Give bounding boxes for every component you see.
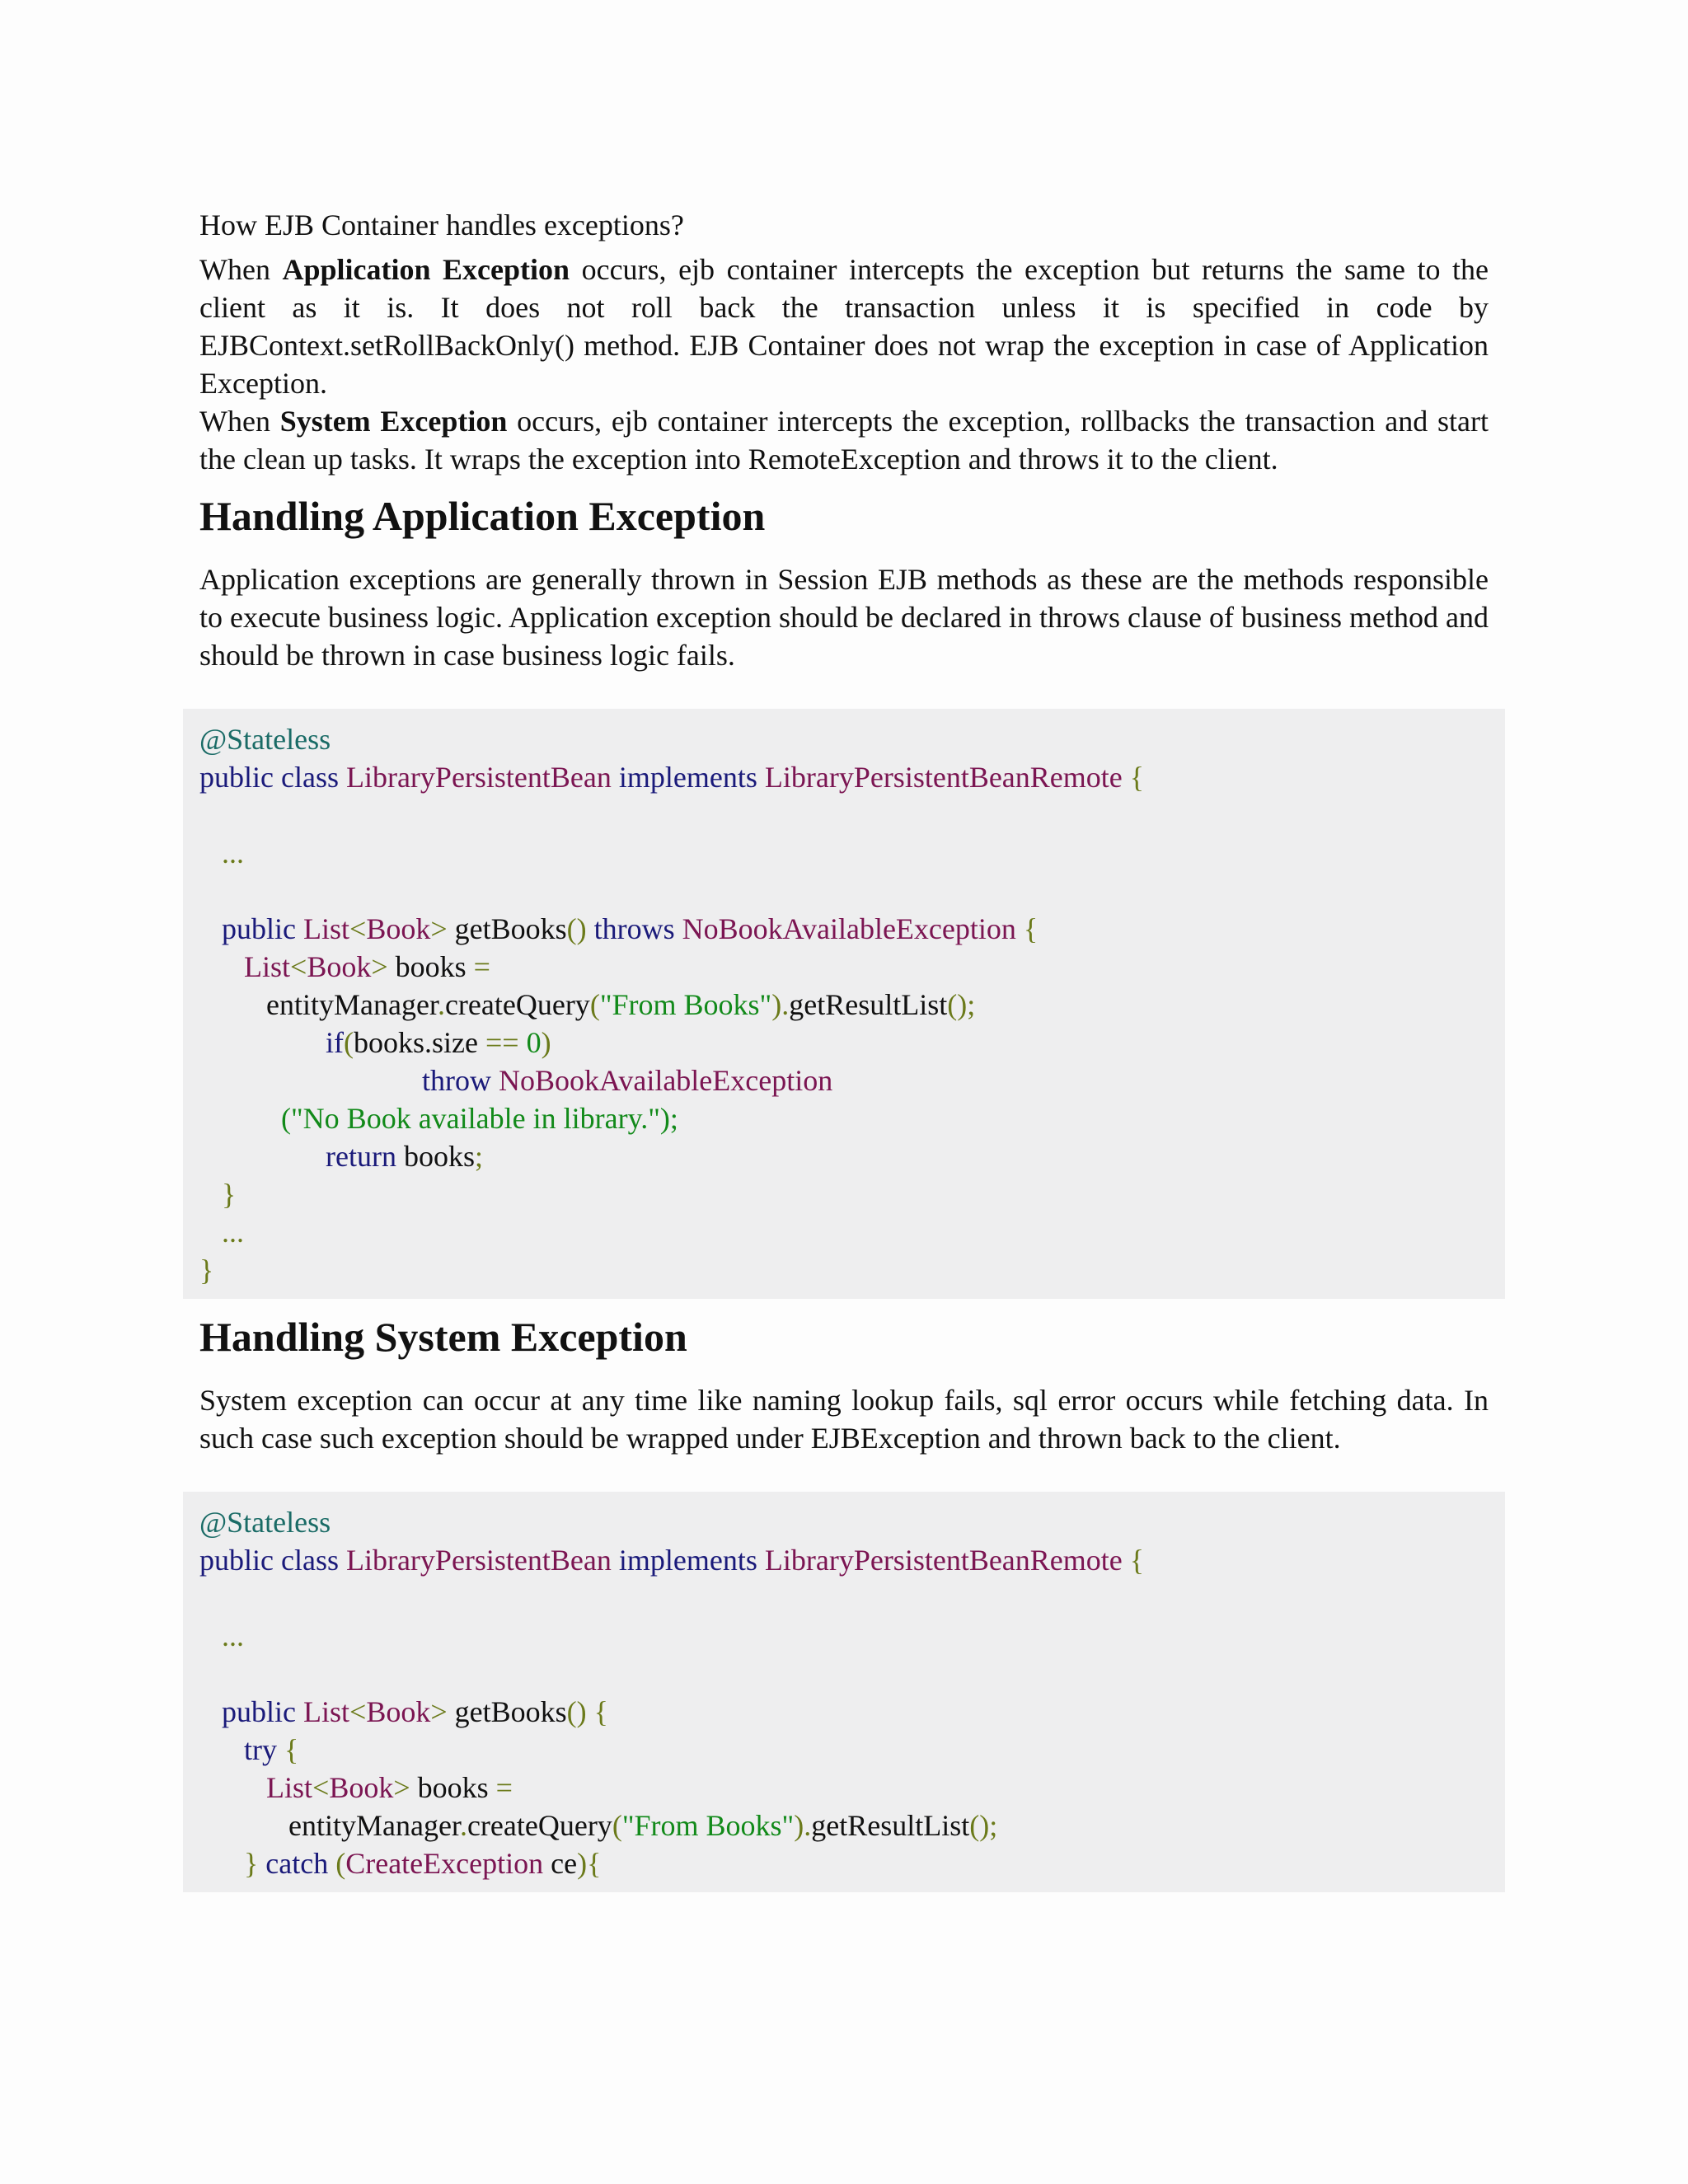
code-token: . <box>804 1809 812 1842</box>
code-token: public <box>222 912 296 945</box>
code-token: { <box>593 1695 608 1728</box>
code-token: List <box>244 950 291 983</box>
code-line <box>199 1213 1489 1251</box>
code-token: throws <box>593 912 675 945</box>
code-token: Book <box>329 1771 394 1804</box>
code-token: books <box>417 1771 489 1804</box>
code-line <box>199 720 1489 758</box>
code-token: getBooks <box>454 912 567 945</box>
code-token: . <box>781 988 790 1021</box>
code-token: "From Books" <box>621 1809 795 1842</box>
bold-term: System Exception <box>279 405 508 438</box>
code-token: createQuery <box>467 1809 612 1842</box>
system-exception-paragraph <box>199 402 1489 478</box>
code-token: LibraryPersistentBean <box>345 761 612 794</box>
text-span: When <box>199 253 283 286</box>
code-token: ) <box>771 988 782 1021</box>
intro-question: How EJB Container handles exceptions? <box>199 209 684 241</box>
code-token: ... <box>222 837 244 869</box>
code-token: ce <box>551 1847 578 1880</box>
code-token: > <box>430 1695 448 1728</box>
code-line <box>199 796 1489 834</box>
code-token: if <box>326 1026 344 1059</box>
code-token: books <box>403 1140 475 1173</box>
code-line <box>199 1617 1489 1655</box>
code-token: = <box>495 1771 513 1804</box>
code-token: < <box>290 950 307 983</box>
code-token: } <box>222 1178 237 1211</box>
code-token: () <box>566 1695 587 1728</box>
code-token: createQuery <box>444 988 590 1021</box>
code-token: ) <box>541 1026 551 1059</box>
code-line <box>199 1579 1489 1617</box>
code-line <box>199 1693 1489 1731</box>
code-token: . <box>459 1809 467 1842</box>
code-token: books <box>395 950 467 983</box>
code-line <box>199 1769 1489 1807</box>
code-token: Book <box>366 912 431 945</box>
code-line <box>199 910 1489 948</box>
code-token: CreateException <box>345 1847 544 1880</box>
code-token: < <box>349 1695 367 1728</box>
code-line <box>199 1137 1489 1175</box>
code-token: public <box>222 1695 296 1728</box>
code-token: Book <box>307 950 372 983</box>
code-line <box>199 1541 1489 1579</box>
code-token: NoBookAvailableException <box>499 1064 833 1097</box>
text-span: occurs, ejb container intercepts the exception but returns the same to the client as it is. It does not roll back the transaction unless it is specified in code by EJBContext.setRollBackOnly() method. EJB Container does not wrap the exception in case of Application Exception. <box>199 253 1489 400</box>
code-token: > <box>393 1771 410 1804</box>
code-token: ( <box>335 1847 346 1880</box>
code-token: ( <box>612 1809 622 1842</box>
code-line <box>199 1503 1489 1541</box>
code-token: @Stateless <box>199 1506 331 1539</box>
code-token: < <box>349 912 367 945</box>
code-line <box>199 1731 1489 1769</box>
code-line <box>199 1175 1489 1213</box>
code-token: try <box>244 1733 277 1766</box>
code-token: = <box>473 950 490 983</box>
code-token: LibraryPersistentBean <box>345 1544 612 1577</box>
document-content <box>199 206 1489 1892</box>
code-token: throw <box>422 1064 491 1097</box>
code-token: (); <box>947 988 976 1021</box>
code-line <box>199 1844 1489 1882</box>
code-token: ( <box>589 988 600 1021</box>
code-line <box>199 1655 1489 1693</box>
code-token: () <box>566 912 587 945</box>
code-token: getBooks <box>454 1695 567 1728</box>
code-line <box>199 1807 1489 1844</box>
code-token: List <box>302 912 349 945</box>
code-token: entityManager <box>288 1809 460 1842</box>
code-token: } <box>244 1847 259 1880</box>
code-token: "From Books" <box>599 988 772 1021</box>
code-token: LibraryPersistentBeanRemote <box>764 761 1123 794</box>
code-token: books.size <box>354 1026 478 1059</box>
code-token: . <box>437 988 445 1021</box>
code-line <box>199 872 1489 910</box>
code-token: public class <box>199 761 339 794</box>
section-body-application: Application exceptions are generally thrown in Session EJB methods as these are the methods responsible to execute business logic. Application exception should be declared in throws clause of business method and should be thrown in case business logic fails. <box>199 563 1489 672</box>
code-token: ; <box>474 1140 483 1173</box>
code-block-system <box>183 1492 1505 1892</box>
code-token: ) <box>794 1809 804 1842</box>
code-token: getResultList <box>789 988 948 1021</box>
code-token: implements <box>618 761 757 794</box>
bold-term: Application Exception <box>282 253 570 286</box>
code-token: ( <box>344 1026 354 1059</box>
code-token: 0 <box>526 1026 542 1059</box>
code-token: ... <box>222 1216 244 1249</box>
code-token: > <box>371 950 388 983</box>
code-token: (); <box>969 1809 998 1842</box>
text-span: occurs, ejb container intercepts the exception, rollbacks the transaction and start the clean up tasks. It wraps the exception into RemoteException and throws it to the client. <box>199 405 1489 476</box>
code-token: { <box>1129 761 1145 794</box>
code-line <box>199 948 1489 986</box>
code-token: List <box>266 1771 313 1804</box>
code-line <box>199 834 1489 872</box>
code-token: getResultList <box>811 1809 970 1842</box>
code-token: } <box>199 1254 214 1286</box>
code-token: { <box>1129 1544 1145 1577</box>
code-token: public class <box>199 1544 339 1577</box>
code-line <box>199 1099 1489 1137</box>
section-body-system: System exception can occur at any time like naming lookup fails, sql error occurs while fetching data. In such case such exception should be wrapped under EJBException and thrown back to the client. <box>199 1384 1489 1455</box>
code-line <box>199 1251 1489 1289</box>
section-heading-system: Handling System Exception <box>199 1314 687 1360</box>
code-line <box>199 986 1489 1024</box>
code-token: ... <box>222 1619 244 1652</box>
text-span: When <box>199 405 280 438</box>
code-token: @Stateless <box>199 723 331 756</box>
code-token: entityManager <box>266 988 438 1021</box>
code-token: catch <box>265 1847 329 1880</box>
code-token: ){ <box>577 1847 602 1880</box>
code-line <box>199 758 1489 796</box>
code-token: > <box>430 912 448 945</box>
code-line <box>199 1062 1489 1099</box>
code-token: implements <box>618 1544 757 1577</box>
code-token: return <box>326 1140 396 1173</box>
code-block-application <box>183 709 1505 1299</box>
code-token: LibraryPersistentBeanRemote <box>764 1544 1123 1577</box>
code-token: Book <box>366 1695 431 1728</box>
code-token: < <box>312 1771 330 1804</box>
code-token: == <box>485 1026 519 1059</box>
section-heading-application: Handling Application Exception <box>199 493 766 539</box>
code-token: ("No Book available in library."); <box>281 1102 678 1135</box>
code-token: NoBookAvailableException <box>682 912 1016 945</box>
code-token: { <box>1023 912 1039 945</box>
code-token: List <box>302 1695 349 1728</box>
code-token: { <box>284 1733 299 1766</box>
application-exception-paragraph <box>199 251 1489 402</box>
code-line <box>199 1024 1489 1062</box>
